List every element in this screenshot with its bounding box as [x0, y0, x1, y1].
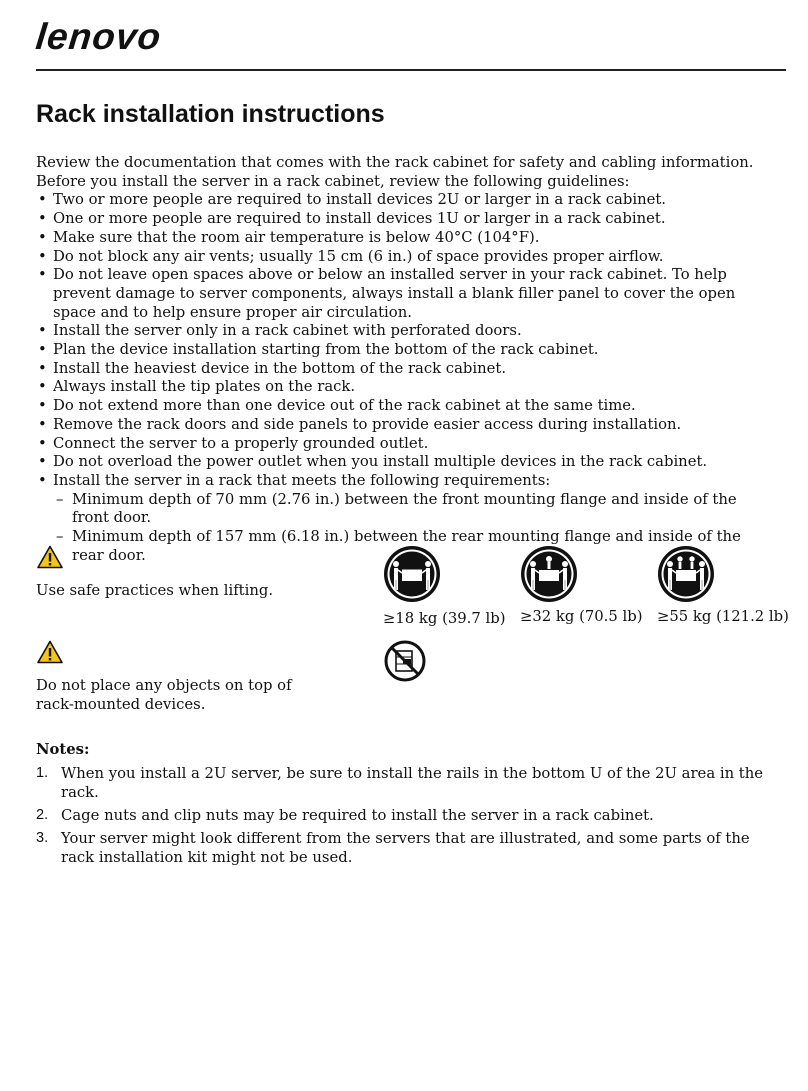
- guideline-item: • One or more people are required to install devices 1U or larger in a rack cabinet.: [36, 210, 776, 229]
- two-person-lift-icon: [383, 545, 441, 603]
- note-number: 3.: [36, 830, 49, 846]
- warning-icon: [37, 545, 63, 569]
- caution-no-objects-text: [36, 676, 292, 714]
- note-number: 2.: [36, 807, 49, 823]
- caution-line: Do not place any objects on top of: [36, 677, 292, 694]
- guidelines-list: [36, 191, 776, 565]
- guideline-item: • Remove the rack doors and side panels to provide easier access during installation.: [36, 416, 776, 435]
- guideline-text: Install the server in a rack that meets the following requirements:: [53, 471, 551, 489]
- requirement-item: – Minimum depth of 70 mm (2.76 in.) between the front mounting flange and inside of the front door.: [53, 491, 776, 528]
- note-item: [36, 764, 781, 802]
- three-person-lift-icon: [520, 545, 578, 603]
- note-text: Cage nuts and clip nuts may be required to install the server in a rack cabinet.: [61, 807, 654, 824]
- note-number: 1.: [36, 765, 49, 781]
- four-person-lift-icon: [657, 545, 715, 603]
- guideline-item: • Do not extend more than one device out of the rack cabinet at the same time.: [36, 397, 776, 416]
- guideline-item: • Do not block any air vents; usually 15 cm (6 in.) of space provides proper airflow.: [36, 248, 776, 267]
- intro-paragraph: Review the documentation that comes with the rack cabinet for safety and cabling information. Before you install the server in a rack cabinet, review the following guidelines:: [36, 154, 754, 190]
- guideline-item: • Do not leave open spaces above or below an installed server in your rack cabinet. To help prevent damage to server components, always install a blank filler panel to cover the open space and to help ensure proper air circulation.: [36, 266, 776, 322]
- lenovo-logo: lenovo: [33, 16, 164, 57]
- note-text: When you install a 2U server, be sure to install the rails in the bottom U of the 2U area in the rack.: [61, 765, 764, 801]
- intro-section: [36, 154, 776, 565]
- caution-lifting-text: Use safe practices when lifting.: [36, 582, 274, 599]
- header-rule: [36, 69, 786, 71]
- caution-line: rack-mounted devices.: [36, 696, 206, 713]
- requirement-item: – Minimum depth of 157 mm (6.18 in.) between the rear mounting flange and inside of the rear door.: [53, 528, 776, 565]
- note-text: Your server might look different from the servers that are illustrated, and some parts of the rack installation kit might not be used.: [61, 830, 750, 866]
- guideline-item: • Plan the device installation starting from the bottom of the rack cabinet.: [36, 341, 776, 360]
- guideline-item: • Install the heaviest device in the bottom of the rack cabinet.: [36, 360, 776, 379]
- note-item: [36, 829, 781, 867]
- no-objects-on-top-icon: [384, 640, 426, 682]
- guideline-item: • Two or more people are required to install devices 2U or larger in a rack cabinet.: [36, 191, 776, 210]
- notes-list: [36, 764, 781, 871]
- guideline-item: • Install the server only in a rack cabinet with perforated doors.: [36, 322, 776, 341]
- weight-label: ≥32 kg (70.5 lb): [520, 608, 643, 625]
- guideline-item: • Make sure that the room air temperature is below 40°C (104°F).: [36, 229, 776, 248]
- notes-title: Notes:: [36, 741, 90, 758]
- weight-label: ≥55 kg (121.2 lb): [657, 608, 789, 625]
- note-item: [36, 806, 781, 825]
- weight-label: ≥18 kg (39.7 lb): [383, 610, 506, 627]
- page-title: Rack installation instructions: [36, 100, 385, 128]
- warning-icon: [37, 640, 63, 664]
- guideline-item: • Connect the server to a properly grounded outlet.: [36, 435, 776, 454]
- guideline-item: • Always install the tip plates on the rack.: [36, 378, 776, 397]
- guideline-item: • Do not overload the power outlet when you install multiple devices in the rack cabinet.: [36, 453, 776, 472]
